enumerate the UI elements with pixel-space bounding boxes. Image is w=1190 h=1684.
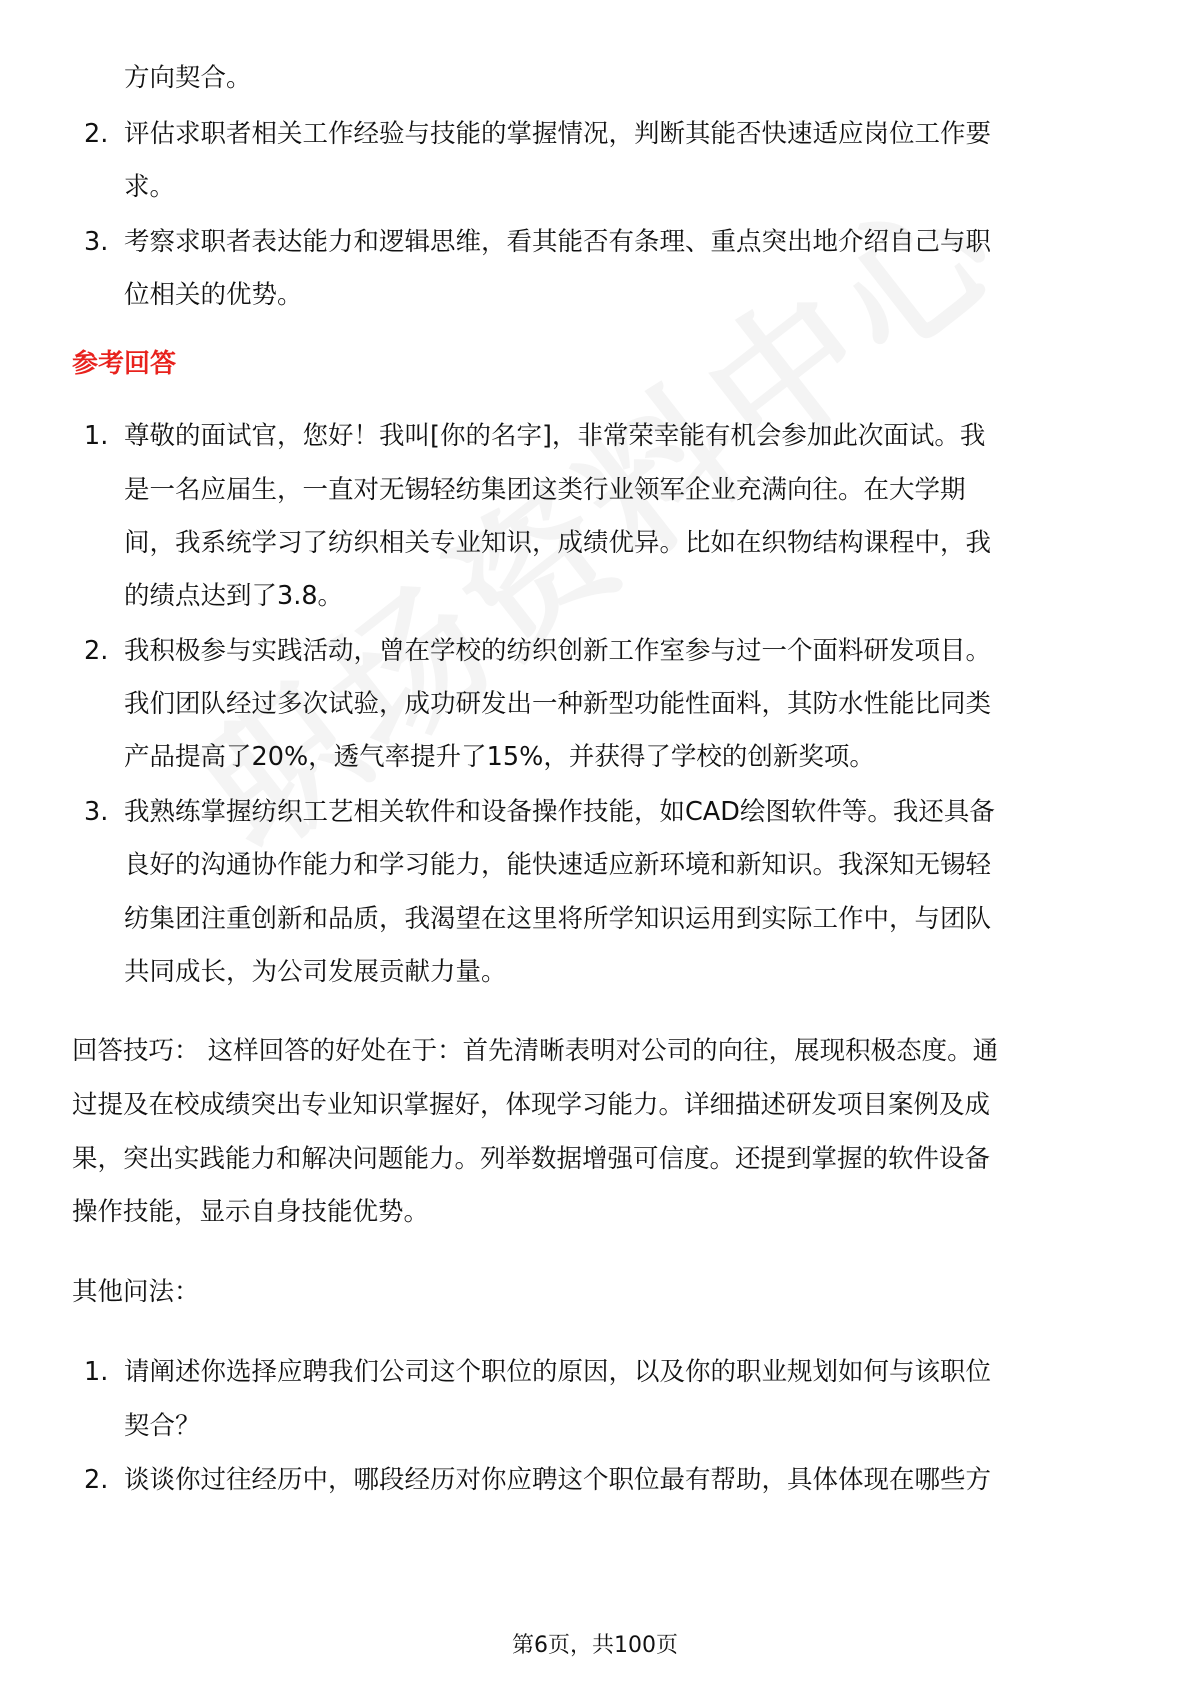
list-number: 1. xyxy=(84,421,109,451)
list-line: 谈谈你过往经历中，哪段经历对你应聘这个职位最有帮助，具体体现在哪些方 xyxy=(124,1465,992,1495)
page-footer: 第6页，共100页 xyxy=(512,1633,678,1658)
list-line: 契合？ xyxy=(124,1411,201,1441)
tips-line: 果，突出实践能力和解决问题能力。列举数据增强可信度。还提到掌握的软件设备 xyxy=(72,1144,991,1174)
list-line: 我积极参与实践活动，曾在学校的纺织创新工作室参与过一个面料研发项目。 xyxy=(124,636,992,666)
list-line: 考察求职者表达能力和逻辑思维，看其能否有条理、重点突出地介绍自己与职 xyxy=(124,227,992,257)
list-line: 的绩点达到了3.8。 xyxy=(124,581,344,611)
tips-line: 回答技巧： 这样回答的好处在于：首先清晰表明对公司的向往，展现积极态度。通 xyxy=(72,1036,999,1066)
list-number: 2. xyxy=(84,636,109,666)
section-heading: 参考回答 xyxy=(72,349,177,379)
tips-line: 操作技能，显示自身技能优势。 xyxy=(72,1197,430,1227)
list-line: 尊敬的面试官，您好！我叫[你的名字]，非常荣幸能有机会参加此次面试。我 xyxy=(124,421,986,451)
other-heading: 其他问法： xyxy=(72,1277,200,1307)
list-line: 我们团队经过多次试验，成功研发出一种新型功能性面料，其防水性能比同类 xyxy=(124,689,992,719)
list-line: 请阐述你选择应聘我们公司这个职位的原因，以及你的职业规划如何与该职位 xyxy=(124,1357,992,1387)
list-line: 是一名应届生，一直对无锡轻纺集团这类行业领军企业充满向往。在大学期 xyxy=(124,475,966,505)
list-line: 间，我系统学习了纺织相关专业知识，成绩优异。比如在织物结构课程中，我 xyxy=(124,528,992,558)
list-line: 求。 xyxy=(124,172,176,202)
list-number: 3. xyxy=(84,797,109,827)
list-line: 良好的沟通协作能力和学习能力，能快速适应新环境和新知识。我深知无锡轻 xyxy=(124,850,992,880)
list-line: 产品提高了20%，透气率提升了15%，并获得了学校的创新奖项。 xyxy=(124,742,875,772)
list-number: 1. xyxy=(84,1357,109,1387)
list-line: 评估求职者相关工作经验与技能的掌握情况，判断其能否快速适应岗位工作要 xyxy=(124,119,992,149)
list-line: 位相关的优势。 xyxy=(124,280,303,310)
tips-line: 过提及在校成绩突出专业知识掌握好，体现学习能力。详细描述研发项目案例及成 xyxy=(72,1090,991,1120)
list-line: 纺集团注重创新和品质，我渴望在这里将所学知识运用到实际工作中，与团队 xyxy=(124,904,992,934)
list-number: 2. xyxy=(84,119,109,149)
list-line: 我熟练掌握纺织工艺相关软件和设备操作技能，如CAD绘图软件等。我还具备 xyxy=(124,797,995,827)
list-number: 3. xyxy=(84,227,109,257)
list-number: 2. xyxy=(84,1465,109,1495)
continuation-line: 方向契合。 xyxy=(124,63,252,93)
list-line: 共同成长，为公司发展贡献力量。 xyxy=(124,957,507,987)
